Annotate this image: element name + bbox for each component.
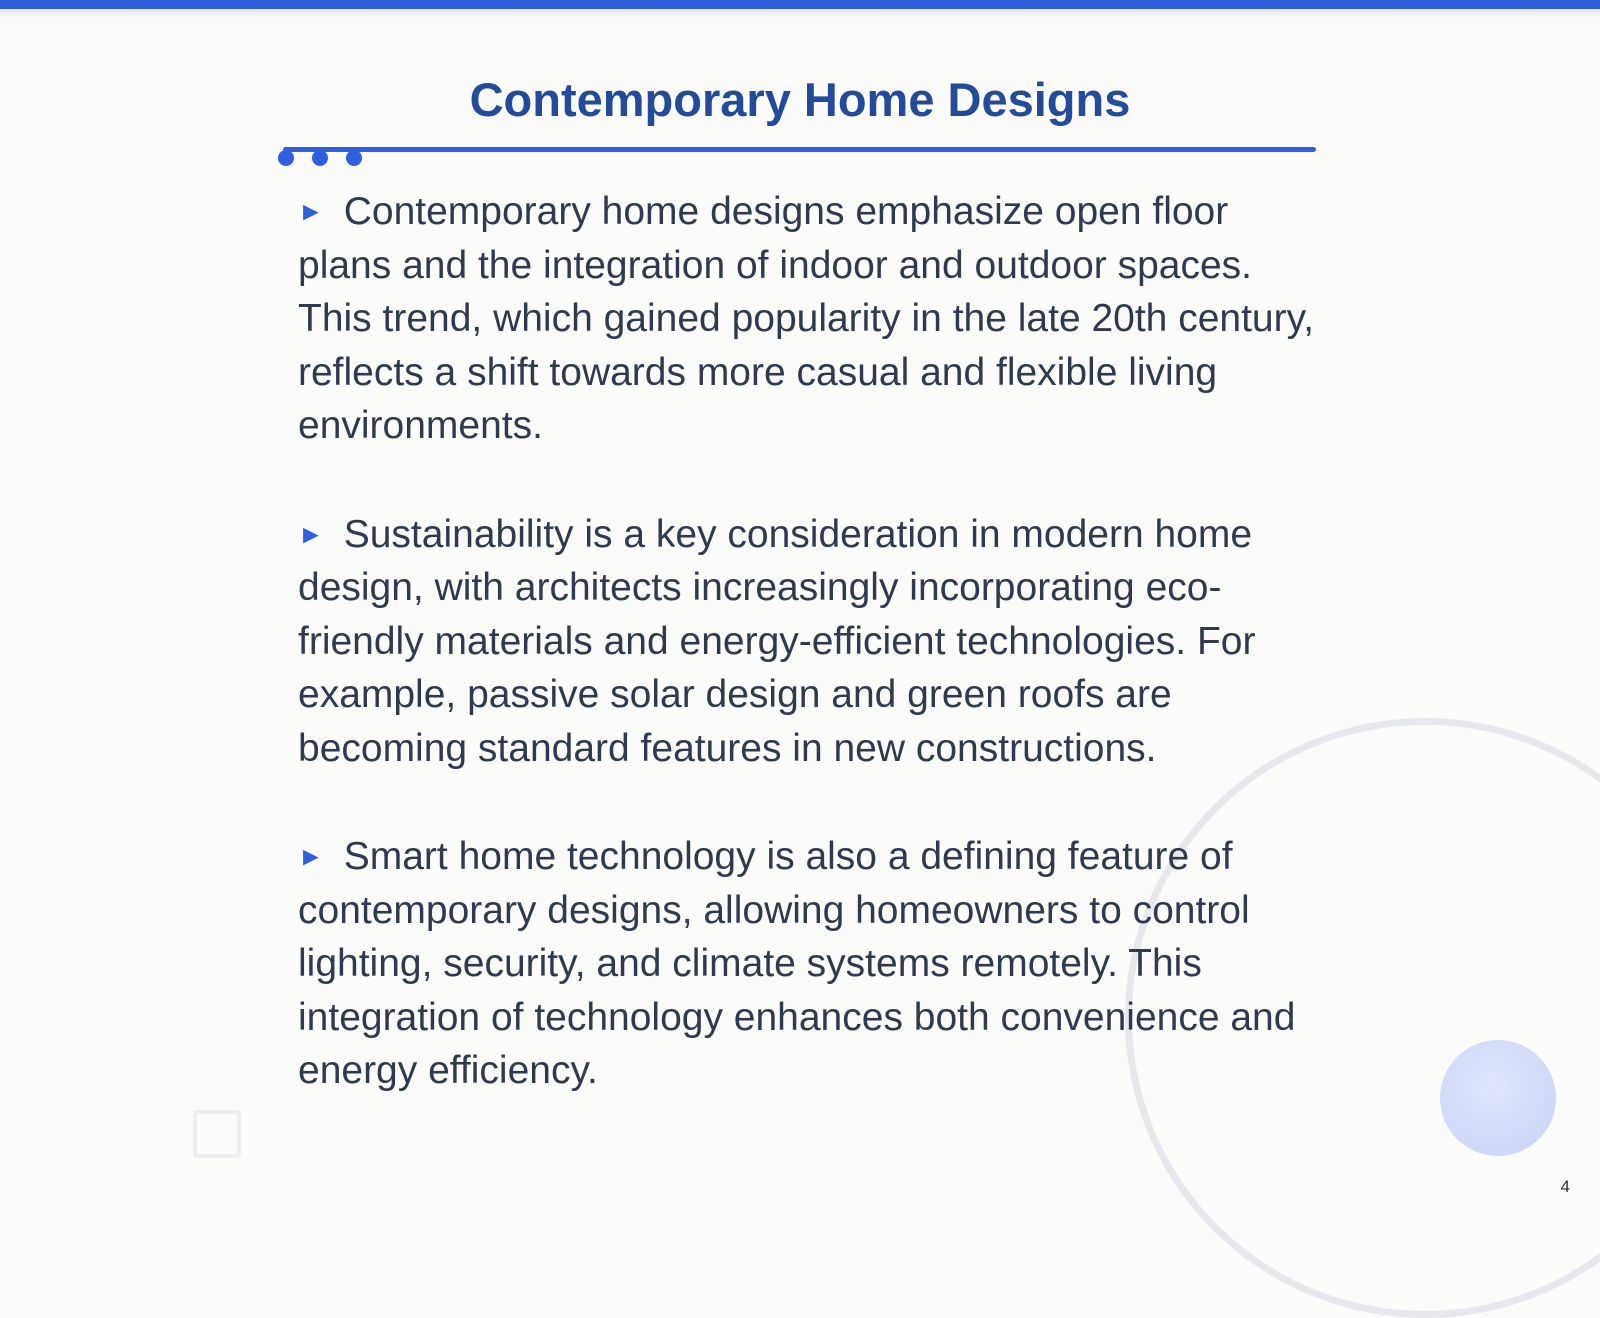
bullet-item [298, 830, 1318, 1098]
top-accent-bar [0, 0, 1600, 9]
decorative-square [193, 1110, 241, 1158]
top-bar-shadow [0, 9, 1600, 18]
triangle-bullet-icon: ► [298, 196, 324, 226]
decorative-disc [1440, 1040, 1556, 1156]
page-number: 4 [1560, 1177, 1570, 1196]
bullet-text: Contemporary home designs emphasize open floor plans and the integration of indoor and outdoor spaces. This trend, which gained popularity in the late 20th century, reflects a shift towards more casual and flexible living environments. [298, 190, 1315, 447]
slide-title: Contemporary Home Designs [469, 73, 1131, 126]
underline-dot [346, 150, 362, 166]
bullet-text: Sustainability is a key consideration in modern home design, with architects increasingly incorporating eco-friendly materials and energy-efficient technologies. For example, passive solar design and green roofs are becoming standard features in new constructions. [298, 512, 1256, 770]
triangle-bullet-icon: ► [298, 518, 324, 549]
title-underline [283, 147, 1316, 152]
bullet-list [298, 185, 1318, 1153]
bullet-item [298, 185, 1318, 453]
triangle-bullet-icon: ► [298, 841, 324, 871]
underline-dot [278, 150, 294, 166]
underline-dot [312, 150, 328, 166]
bullet-text: Smart home technology is also a defining feature of contemporary designs, allowing homeowners to control lighting, security, and climate systems remotely. This integration of technology enhances both convenience and energy efficiency. [298, 835, 1296, 1092]
bullet-item [298, 508, 1318, 776]
